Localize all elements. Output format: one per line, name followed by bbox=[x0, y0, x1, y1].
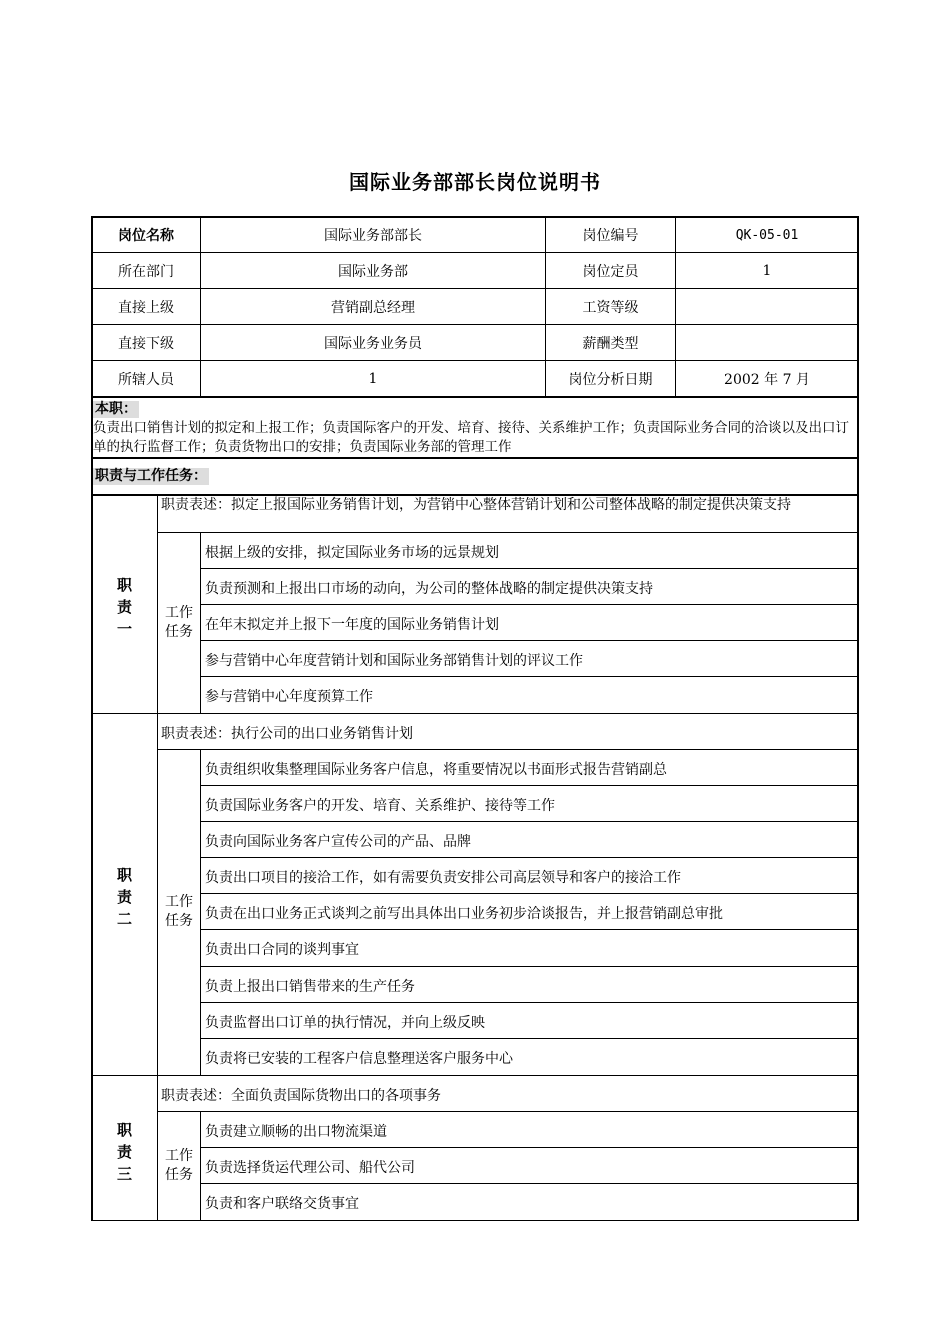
label-salary-grade: 工资等级 bbox=[582, 299, 639, 316]
label-headcount: 岗位定员 bbox=[582, 263, 639, 280]
label-position-name: 岗位名称 bbox=[118, 228, 174, 244]
duty-three-description: 职责表述：全面负责国际货物出口的各项事务 bbox=[161, 1088, 441, 1104]
duty-two-task-3: 负责向国际业务客户宣传公司的产品、品牌 bbox=[205, 834, 471, 850]
duty-three-task-3: 负责和客户联络交货事宜 bbox=[205, 1196, 359, 1212]
duty-three-label: 职 责 三 bbox=[116, 1121, 132, 1183]
label-pay-type: 薪酬类型 bbox=[582, 335, 639, 352]
value-headcount: 1 bbox=[762, 262, 772, 279]
duty-one-label: 职 责 一 bbox=[116, 576, 132, 638]
duty-two-task-7: 负责上报出口销售带来的生产任务 bbox=[205, 979, 415, 995]
duty-three-task-2: 负责选择货运代理公司、船代公司 bbox=[205, 1160, 415, 1176]
value-position-name: 国际业务部部长 bbox=[324, 228, 422, 244]
duty-one-task-4: 参与营销中心年度营销计划和国际业务部销售计划的评议工作 bbox=[205, 653, 583, 669]
value-staff: 1 bbox=[368, 370, 378, 387]
duty-one-task-1: 根据上级的安排，拟定国际业务市场的远景规划 bbox=[205, 545, 499, 561]
duty-two-task-label: 工作 任务 bbox=[165, 894, 193, 929]
page-title: 国际业务部部长岗位说明书 bbox=[349, 170, 601, 194]
value-analysis-date: 2002 年 7 月 bbox=[724, 371, 810, 388]
duty-two-description: 职责表述：执行公司的出口业务销售计划 bbox=[161, 726, 413, 742]
value-superior: 营销副总经理 bbox=[331, 299, 415, 316]
label-analysis-date: 岗位分析日期 bbox=[568, 371, 653, 388]
benzhi-heading: 本职： bbox=[95, 401, 137, 417]
duty-two-task-8: 负责监督出口订单的执行情况，并向上级反映 bbox=[205, 1015, 485, 1031]
duty-two-task-4: 负责出口项目的接洽工作，如有需要负责安排公司高层领导和客户的接洽工作 bbox=[205, 870, 681, 886]
duty-one-task-3: 在年末拟定并上报下一年度的国际业务销售计划 bbox=[205, 617, 499, 633]
duty-two-task-9: 负责将已安装的工程客户信息整理送客户服务中心 bbox=[205, 1051, 513, 1067]
duty-three-task-1: 负责建立顺畅的出口物流渠道 bbox=[205, 1124, 387, 1140]
value-salary-grade bbox=[676, 289, 858, 324]
duties-heading: 职责与工作任务： bbox=[95, 468, 207, 484]
duty-one-task-2: 负责预测和上报出口市场的动向，为公司的整体战略的制定提供决策支持 bbox=[205, 581, 653, 597]
duty-two-task-2: 负责国际业务客户的开发、培育、关系维护、接待等工作 bbox=[205, 798, 555, 814]
value-subordinate: 国际业务业务员 bbox=[324, 335, 422, 352]
label-superior: 直接上级 bbox=[118, 299, 174, 316]
duty-two-task-6: 负责出口合同的谈判事宜 bbox=[205, 942, 359, 958]
value-pay-type bbox=[676, 325, 858, 360]
duty-three-task-label: 工作 任务 bbox=[165, 1148, 193, 1183]
duty-two-task-1: 负责组织收集整理国际业务客户信息，将重要情况以书面形式报告营销副总 bbox=[205, 762, 667, 778]
label-department: 所在部门 bbox=[118, 263, 174, 280]
duty-one-task-label: 工作 任务 bbox=[165, 605, 193, 640]
duty-one-description: 职责表述：拟定上报国际业务销售计划，为营销中心整体营销计划和公司整体战略的制定提供决策支持 bbox=[161, 497, 791, 513]
duty-one-task-5: 参与营销中心年度预算工作 bbox=[205, 689, 373, 705]
label-subordinate: 直接下级 bbox=[118, 335, 174, 352]
value-department: 国际业务部 bbox=[338, 263, 408, 280]
label-staff: 所辖人员 bbox=[118, 371, 174, 388]
duty-two-label: 职 责 二 bbox=[116, 866, 132, 928]
label-position-code: 岗位编号 bbox=[582, 228, 639, 244]
value-position-code: QK-05-01 bbox=[735, 227, 799, 243]
duty-two-task-5: 负责在出口业务正式谈判之前写出具体出口业务初步洽谈报告，并上报营销副总审批 bbox=[205, 906, 723, 922]
benzhi-text: 负责出口销售计划的拟定和上报工作；负责国际客户的开发、培育、接待、关系维护工作；负责国际业务合同的洽谈以及出口订单的执行监督工作；负责货物出口的安排；负责国际业务部的管理工作 bbox=[93, 420, 849, 455]
